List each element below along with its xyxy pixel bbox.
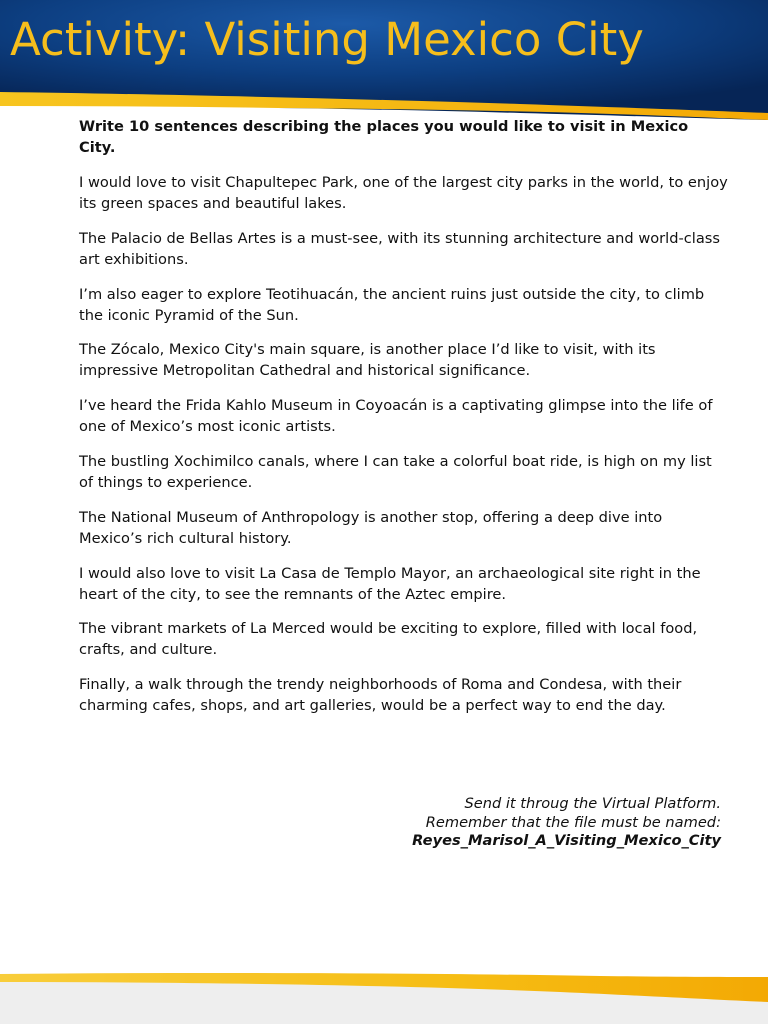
sentence-4: The Zócalo, Mexico City's main square, is another place I’d like to visit, with its impressive Metropolitan Cathedral and historical significance. bbox=[79, 341, 656, 380]
header-banner bbox=[0, 0, 768, 120]
submission-line-2: Remember that the file must be named: bbox=[425, 813, 721, 831]
activity-prompt: Write 10 sentences describing the places you would like to visit in Mexico City. bbox=[79, 118, 689, 156]
submission-line-1: Send it throug the Virtual Platform. bbox=[464, 795, 721, 812]
footer-band bbox=[0, 968, 768, 1024]
sentence-7: The National Museum of Anthropology is another stop, offering a deep dive into Mexico’s rich cultural history. bbox=[79, 508, 663, 547]
sentence-2: The Palacio de Bellas Artes is a must-see, with its stunning architecture and world-class art exhibitions. bbox=[79, 229, 720, 268]
sentence-3: I’m also eager to explore Teotihuacán, the ancient ruins just outside the city, to climb the iconic Pyramid of the Sun. bbox=[79, 285, 705, 324]
sentence-9: The vibrant markets of La Merced would be exciting to explore, filled with local food, crafts, and culture. bbox=[79, 620, 698, 659]
sentence-6: The bustling Xochimilco canals, where I can take a colorful boat ride, is high on my list of things to experience. bbox=[79, 452, 712, 491]
footer-background bbox=[0, 968, 768, 1024]
sentence-1: I would love to visit Chapultepec Park, one of the largest city parks in the world, to enjoy its green spaces and beautiful lakes. bbox=[79, 174, 728, 212]
activity-content bbox=[79, 116, 729, 730]
sentence-8: I would also love to visit La Casa de Templo Mayor, an archaeological site right in the heart of the city, to see the remnants of the Aztec empire. bbox=[79, 564, 701, 603]
sentence-10: Finally, a walk through the trendy neighborhoods of Roma and Condesa, with their charming cafes, shops, and art galleries, would be a perfect way to end the day. bbox=[79, 676, 682, 715]
page-title: Activity: Visiting Mexico City bbox=[10, 13, 644, 66]
submission-instructions bbox=[412, 795, 721, 851]
required-filename: Reyes_Marisol_A_Visiting_Mexico_City bbox=[412, 832, 721, 849]
sentence-5: I’ve heard the Frida Kahlo Museum in Coyoacán is a captivating glimpse into the life of one of Mexico’s most iconic artists. bbox=[79, 397, 713, 436]
